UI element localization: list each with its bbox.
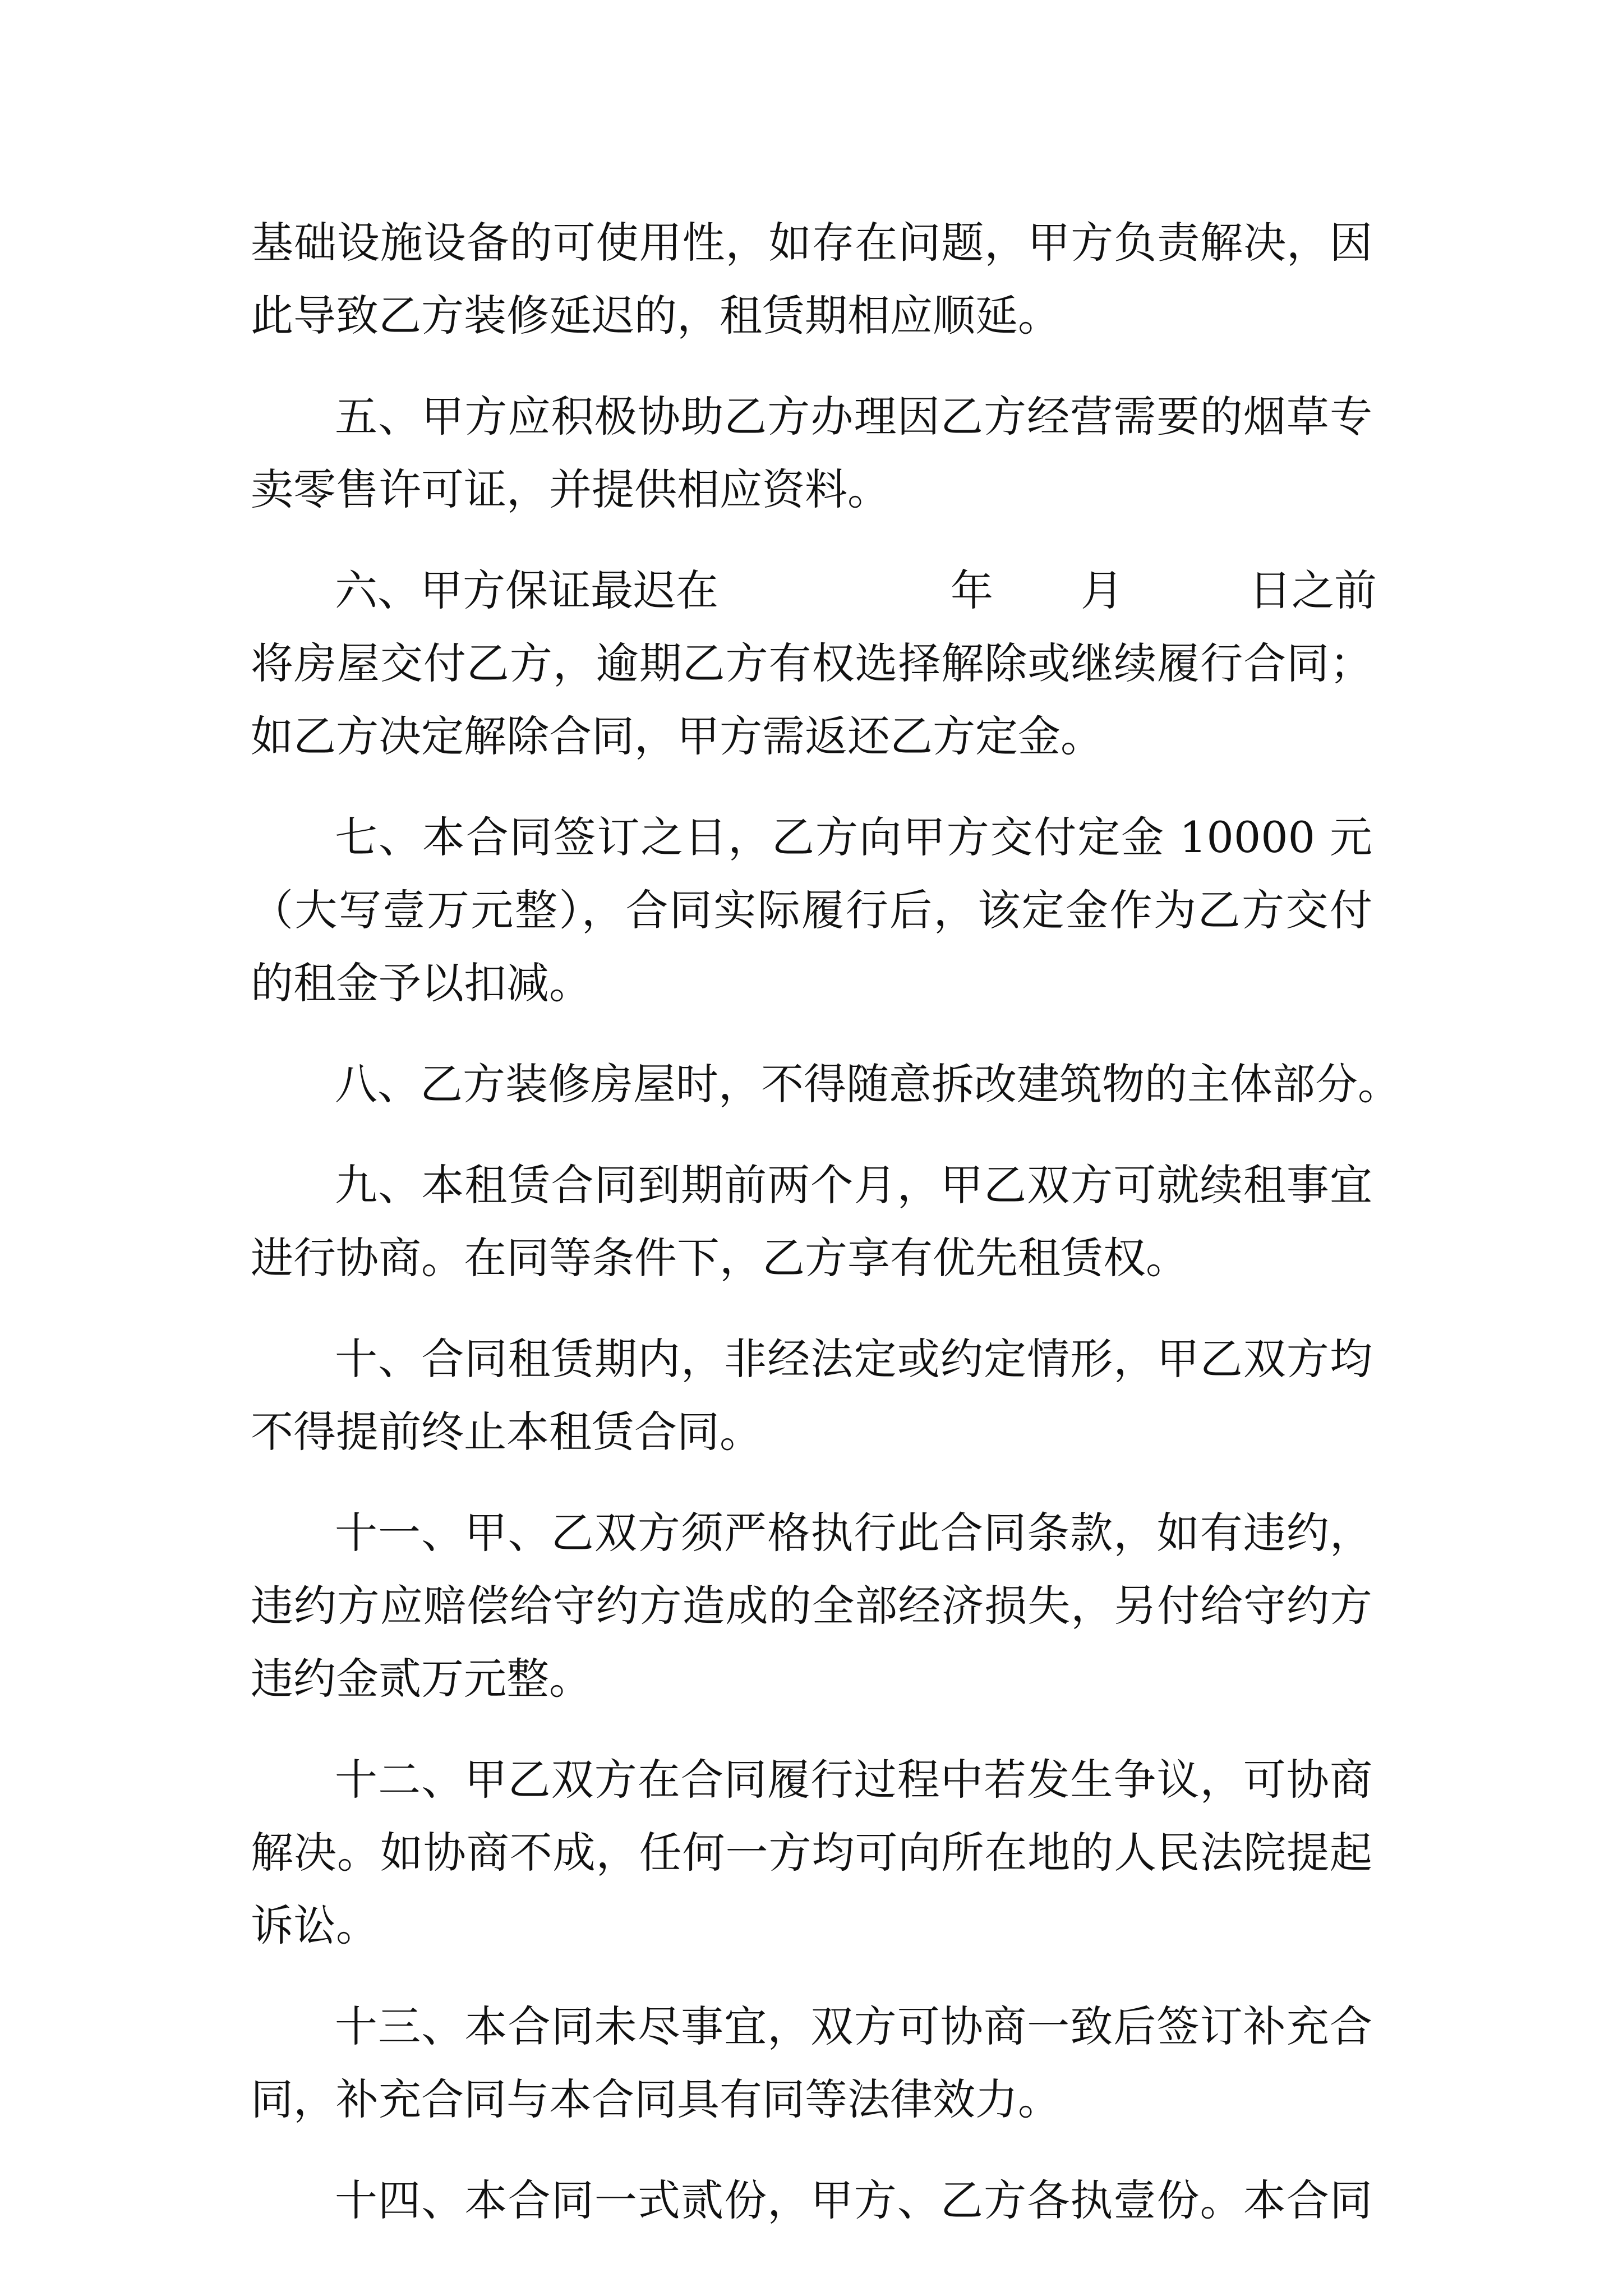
- text-line: 同，补充合同与本合同具有同等法律效力。: [251, 2074, 1061, 2124]
- clause-6-date-line: [251, 554, 1377, 627]
- text-line: 诉讼。: [251, 1901, 379, 1950]
- day-suffix: 日之前: [1249, 565, 1377, 615]
- clause-12-line: 十二、甲乙双方在合同履行过程中若发生争议，可协商: [335, 1755, 1372, 1805]
- text-line: 不得提前终止本租赁合同。: [251, 1407, 762, 1457]
- year-label: 年: [951, 565, 993, 615]
- text-line: （大写壹万元整），合同实际履行后，该定金作为乙方交付: [251, 885, 1372, 935]
- clause-9-line: 九、本租赁合同到期前两个月，甲乙双方可就续租事宜: [335, 1160, 1372, 1210]
- clause-13-line: 十三、本合同未尽事宜，双方可协商一致后签订补充合: [335, 2001, 1372, 2051]
- clause-10-line: 十、合同租赁期内，非经法定或约定情形，甲乙双方均: [335, 1334, 1372, 1384]
- text-line: 解决。如协商不成，任何一方均可向所在地的人民法院提起: [251, 1828, 1372, 1878]
- clause-11-line: 十一、甲、乙双方须严格执行此合同条款，如有违约，: [335, 1508, 1372, 1558]
- text-line: 卖零售许可证，并提供相应资料。: [251, 464, 890, 514]
- clause-14-line: 十四、本合同一式贰份，甲方、乙方各执壹份。本合同: [335, 2175, 1372, 2225]
- text-line: 此导致乙方装修延迟的，租赁期相应顺延。: [251, 291, 1061, 341]
- text-line: 违约金贰万元整。: [251, 1654, 592, 1704]
- clause-5-line: 五、甲方应积极协助乙方办理因乙方经营需要的烟草专: [335, 392, 1372, 441]
- text-line: 违约方应赔偿给守约方造成的全部经济损失，另付给守约方: [251, 1581, 1372, 1631]
- text-line: 基础设施设备的可使用性，如存在问题，甲方负责解决，因: [251, 218, 1372, 268]
- text-line: 进行协商。在同等条件下，乙方享有优先租赁权。: [251, 1233, 1188, 1283]
- clause-8-line: 八、乙方装修房屋时，不得随意拆改建筑物的主体部分。: [335, 1059, 1400, 1109]
- text-line: 将房屋交付乙方，逾期乙方有权选择解除或继续履行合同；: [251, 638, 1372, 688]
- text-line: 如乙方决定解除合同，甲方需返还乙方定金。: [251, 711, 1103, 761]
- month-label: 月: [1081, 565, 1123, 615]
- text-line: 的租金予以扣减。: [251, 958, 592, 1008]
- clause-7-line: 七、本合同签订之日，乙方向甲方交付定金 10000 元: [335, 812, 1372, 862]
- clause-6-prefix: 六、甲方保证最迟在: [335, 565, 718, 615]
